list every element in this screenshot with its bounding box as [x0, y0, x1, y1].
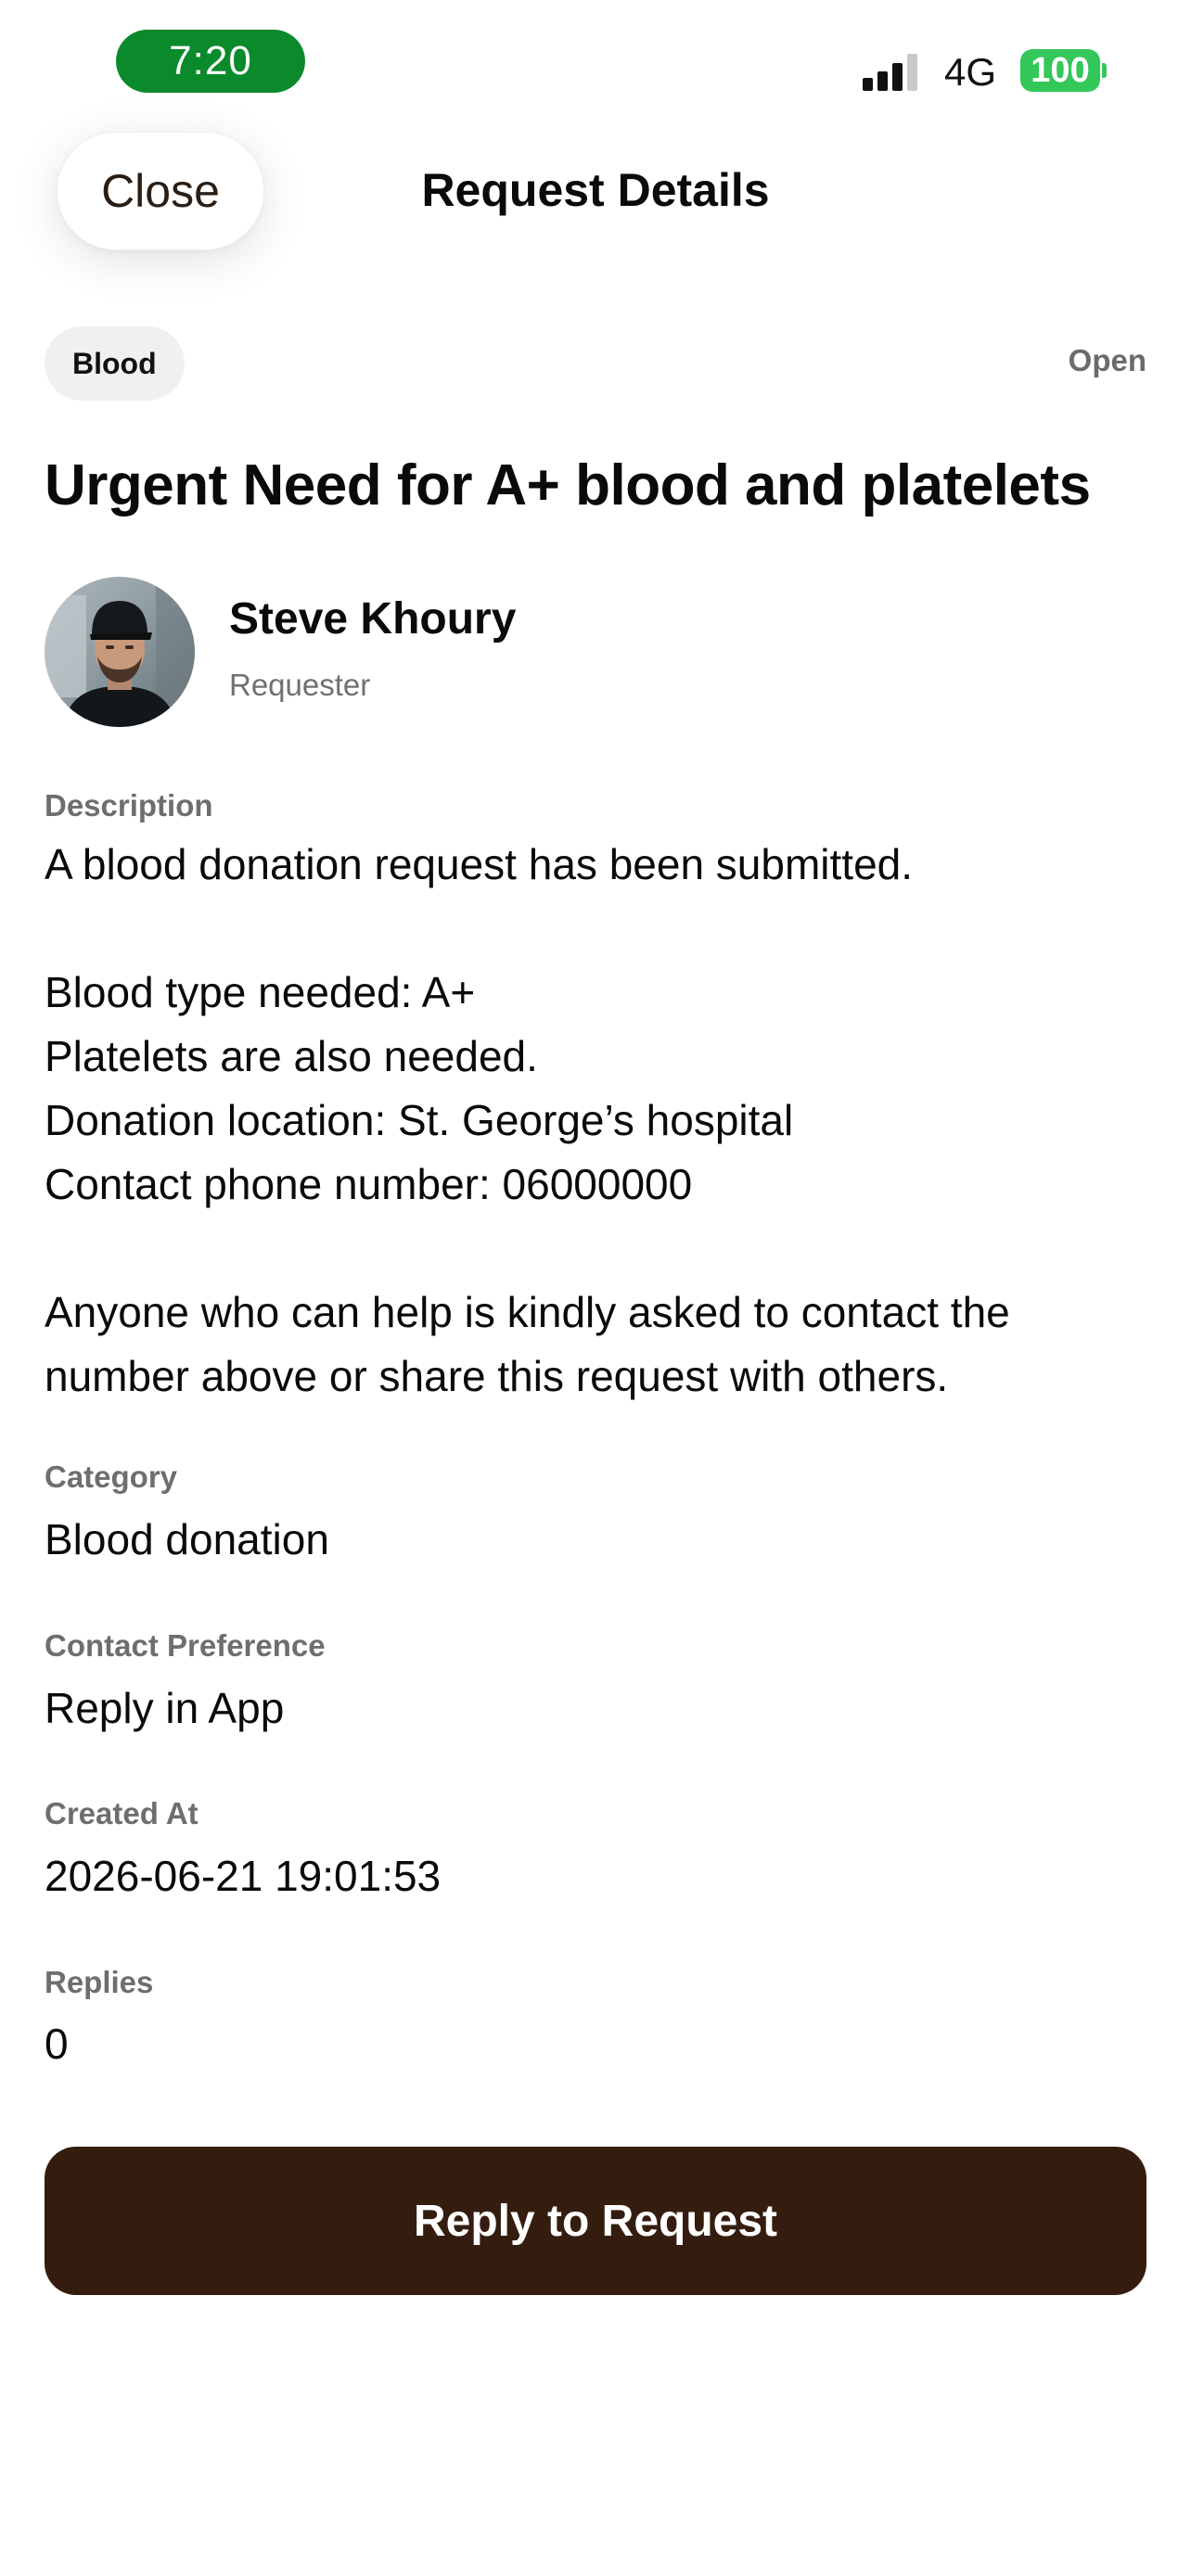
created-at-value: 2026-06-21 19:01:53 — [45, 1852, 442, 1900]
battery-icon — [1020, 49, 1100, 92]
category-value: Blood donation — [45, 1515, 329, 1563]
close-button[interactable]: Close — [57, 132, 264, 250]
requester-role: Requester — [229, 668, 371, 702]
description-label: Description — [45, 788, 213, 823]
category-tag: Blood — [45, 326, 185, 401]
request-title: Urgent Need for A+ blood and platelets — [45, 453, 1091, 517]
replies-label: Replies — [45, 1965, 154, 1999]
cellular-signal-icon — [863, 54, 926, 91]
network-type: 4G — [944, 50, 997, 94]
category-label: Category — [45, 1460, 178, 1494]
battery-cap — [1102, 63, 1107, 78]
status-time: 7:20 — [116, 30, 305, 93]
battery-level: 100 — [1031, 50, 1090, 90]
avatar[interactable] — [45, 577, 195, 727]
status-badge: Open — [1068, 343, 1146, 377]
contact-preference-label: Contact Preference — [45, 1628, 326, 1663]
page-title: Request Details — [421, 164, 770, 216]
requester-name: Steve Khoury — [229, 594, 517, 644]
avatar-person-icon — [45, 577, 195, 727]
contact-preference-value: Reply in App — [45, 1684, 285, 1732]
replies-count: 0 — [45, 2020, 69, 2068]
reply-to-request-button[interactable]: Reply to Request — [45, 2147, 1146, 2295]
created-at-label: Created At — [45, 1796, 198, 1830]
description-text: A blood donation request has been submitted. Blood type needed: A+ Platelets are also needed. Donation location: St. George’s hospital Contact phone number: 06000000 Anyone who can help is kindly asked to contact the number above or share this request with others. — [45, 840, 1010, 1400]
